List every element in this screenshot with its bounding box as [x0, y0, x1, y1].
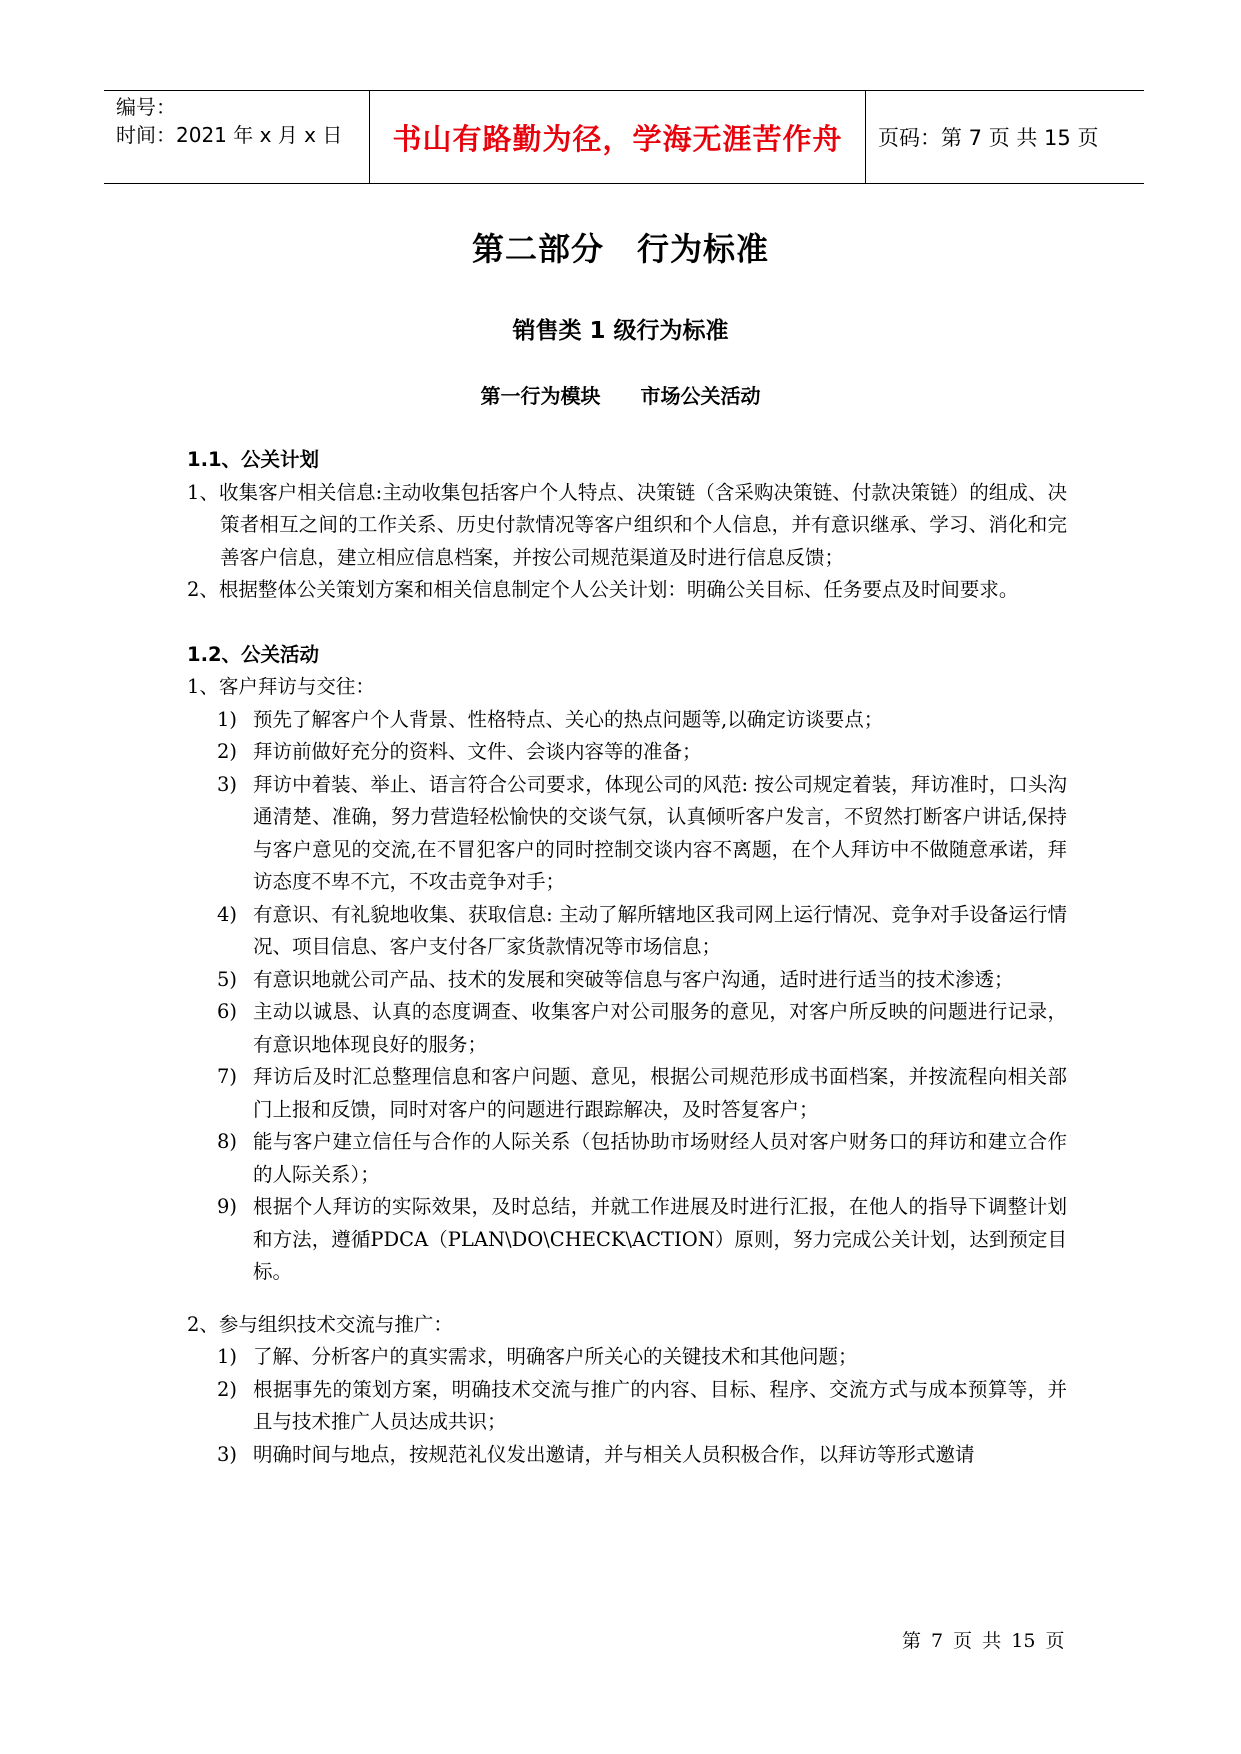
- list-item: [187, 1341, 1067, 1374]
- list-item-text: 预先了解客户个人背景、性格特点、关心的热点问题等,以确定访谈要点；: [253, 707, 884, 731]
- header-meta: [116, 91, 366, 183]
- page-footer: 第 7 页 共 15 页: [902, 1630, 1065, 1652]
- page-header: [104, 90, 1144, 184]
- part-title: 第二部分 行为标准: [471, 230, 769, 268]
- list-item-number: 1): [217, 707, 238, 731]
- tech-exchange-list: [187, 1341, 1067, 1471]
- list-item-text: 根据事先的策划方案，明确技术交流与推广的内容、目标、程序、交流方式与成本预算等，并且与技术推广人员达成共识；: [253, 1377, 1067, 1433]
- standard-subtitle: 销售类 1 级行为标准: [512, 318, 729, 344]
- module-title: 第一行为模块 市场公关活动: [480, 384, 761, 408]
- list-item-text: 有意识、有礼貌地收集、获取信息: 主动了解所辖地区我司网上运行情况、竞争对手设备运行情况、项目信息、客户支付各厂家货款情况等市场信息；: [253, 902, 1067, 958]
- header-time-label: 时间：2021 年 x 月 x 日: [116, 123, 343, 147]
- visit-list: [187, 704, 1067, 1289]
- header-motto: 书山有路勤为径，学海无涯苦作舟: [392, 121, 843, 156]
- list-item-text: 根据个人拜访的实际效果，及时总结，并就工作进展及时进行汇报，在他人的指导下调整计划和方法，遵循PDCA（PLAN\DO\CHECK\ACTION）原则，努力完成公关计划，达到预定目标。: [253, 1195, 1067, 1283]
- header-motto-cell: [369, 91, 866, 183]
- list-item-text: 了解、分析客户的真实需求，明确客户所关心的关键技术和其他问题；: [253, 1345, 858, 1368]
- header-page-label: 页码：第 7 页 共 15 页: [878, 126, 1099, 150]
- list-item-text: 明确时间与地点，按规范礼仪发出邀请，并与相关人员积极合作，以拜访等形式邀请: [253, 1442, 975, 1466]
- header-page-cell: [866, 91, 1156, 183]
- list-item-number: 7): [217, 1065, 238, 1088]
- section-heading-1-2: 1.2、公关活动: [187, 642, 320, 666]
- list-intro-2: 2、参与组织技术交流与推广：: [187, 1312, 453, 1336]
- list-item: [187, 964, 1067, 997]
- list-item: [187, 899, 1067, 964]
- list-item: [187, 769, 1067, 899]
- list-item-text: 拜访中着装、举止、语言符合公司要求，体现公司的风范: 按公司规定着装，拜访准时，口头沟通清楚、准确，努力营造轻松愉快的交谈气氛，认真倾听客户发言，不贸然打断客户讲话,保持与客户意见的交流,在不冒犯客户的同时控制交谈内容不离题，在个人拜访中不做随意承诺，拜访态度不卑不亢，不攻击竞争对手；: [253, 772, 1067, 893]
- list-item-number: 6): [217, 1000, 238, 1023]
- list-item-number: 8): [217, 1130, 238, 1153]
- list-item: [187, 1191, 1067, 1289]
- list-item: [187, 1061, 1067, 1126]
- list-item-text: 有意识地就公司产品、技术的发展和突破等信息与客户沟通，适时进行适当的技术渗透；: [253, 967, 1014, 991]
- list-item: [187, 736, 1067, 769]
- list-item: [187, 1374, 1067, 1439]
- list-item: [187, 996, 1067, 1061]
- list-item-number: 2): [217, 740, 238, 763]
- list-item: [187, 704, 1067, 737]
- list-item-text: 拜访前做好充分的资料、文件、会谈内容等的准备；: [253, 740, 702, 763]
- header-number-label: 编号：: [116, 95, 176, 119]
- document-body: [187, 444, 1067, 1471]
- list-item-text: 主动以诚恳、认真的态度调查、收集客户对公司服务的意见，对客户所反映的问题进行记录，有意识地体现良好的服务；: [253, 1000, 1067, 1056]
- list-item-number: 9): [217, 1195, 238, 1218]
- list-item: [187, 1439, 1067, 1472]
- list-item-number: 5): [217, 967, 238, 991]
- list-intro-1: 1、客户拜访与交往：: [187, 675, 375, 698]
- list-item-number: 4): [217, 902, 238, 926]
- paragraph-2: 2、根据整体公关策划方案和相关信息制定个人公关计划：明确公关目标、任务要点及时间要求。: [187, 578, 1019, 601]
- list-item-number: 3): [217, 1442, 238, 1466]
- section-heading-1-1: 1.1、公关计划: [187, 448, 320, 471]
- list-item-number: 3): [217, 772, 238, 796]
- list-item-number: 2): [217, 1377, 238, 1401]
- list-item-text: 拜访后及时汇总整理信息和客户问题、意见，根据公司规范形成书面档案，并按流程向相关部门上报和反馈，同时对客户的问题进行跟踪解决，及时答复客户；: [253, 1065, 1067, 1121]
- paragraph-1: 1、收集客户相关信息:主动收集包括客户个人特点、决策链（含采购决策链、付款决策链）的组成、决策者相互之间的工作关系、历史付款情况等客户组织和个人信息，并有意识继承、学习、消化和完善客户信息，建立相应信息档案，并按公司规范渠道及时进行信息反馈；: [187, 480, 1067, 569]
- list-item-text: 能与客户建立信任与合作的人际关系（包括协助市场财经人员对客户财务口的拜访和建立合作的人际关系）；: [253, 1130, 1067, 1186]
- list-item-number: 1): [217, 1345, 238, 1368]
- list-item: [187, 1126, 1067, 1191]
